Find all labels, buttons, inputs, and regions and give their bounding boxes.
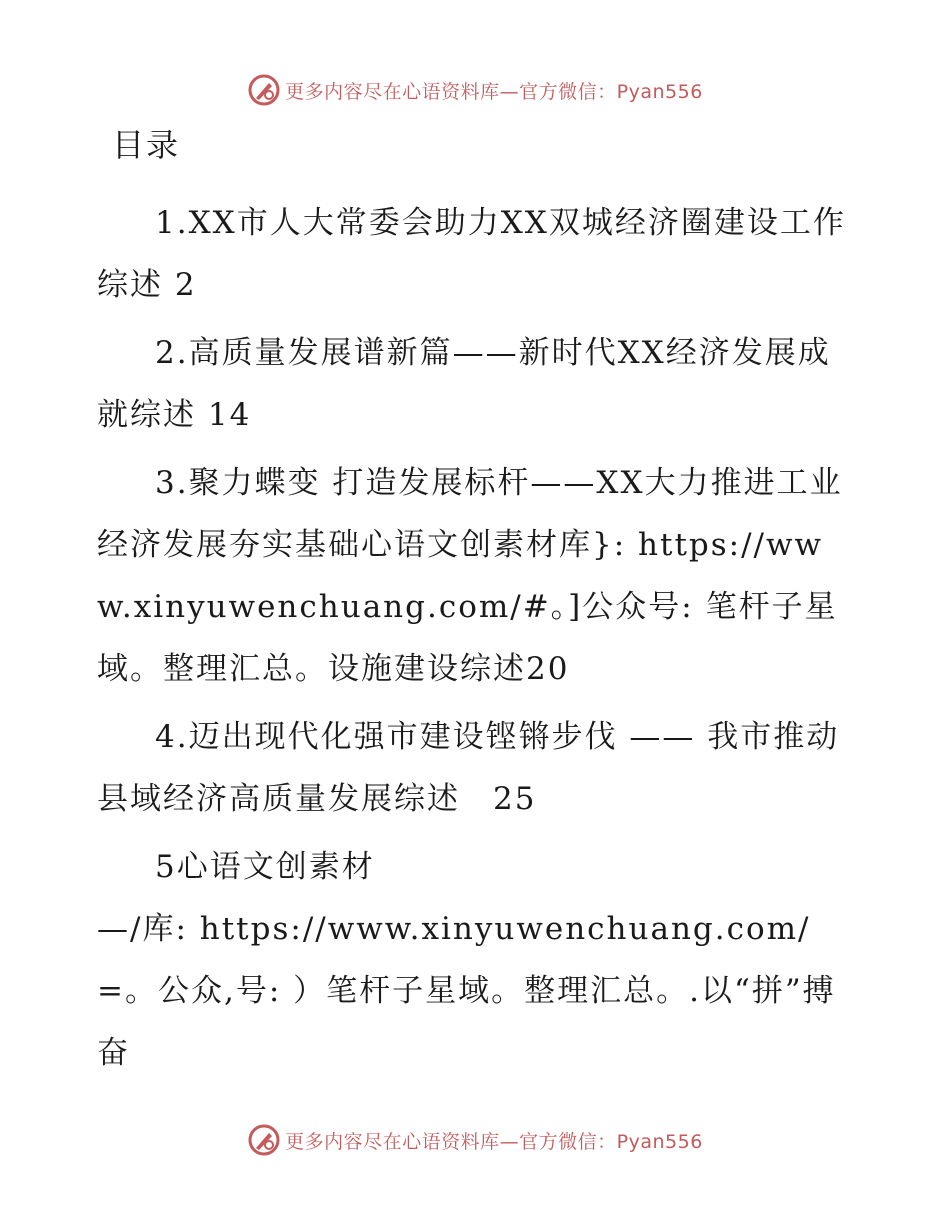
header-watermark [0,70,950,110]
toc-entry-5-continuation: —/库: https://www.xinyuwenchuang.com/=。公众,号: ）笔杆子星域。整理汇总。.以“拼”搏奋 [97,911,836,1071]
toc-entry-4: 4.迈出现代化强市建设铿锵步伐 —— 我市推动县域经济高质量发展综述 25 [97,719,840,817]
toc-entry-1: 1.XX市人大常委会助力XX双城经济圈建设工作综述 2 [97,205,846,303]
watermark-text: 更多内容尽在心语资料库—官方微信：Pyan556 [285,80,703,103]
toc-title: 目录 [112,126,181,164]
footer-watermark [0,1120,950,1160]
toc-entry-5: 5心语文创素材 [155,849,375,885]
toc-list [97,192,852,1084]
pen-logo-icon [247,73,281,107]
toc-entry-2: 2.高质量发展谱新篇——新时代XX经济发展成就综述 14 [97,335,831,433]
pen-logo-icon [247,1123,281,1157]
toc-entry-3: 3.聚力蝶变 打造发展标杆——XX大力推进工业经济发展夯实基础心语文创素材库}: https://www.xinyuwenchuang.com/#。]公众号: 笔杆子星域。整理汇总。设施建设综述20 [97,465,843,687]
watermark-text: 更多内容尽在心语资料库—官方微信：Pyan556 [285,1130,703,1153]
